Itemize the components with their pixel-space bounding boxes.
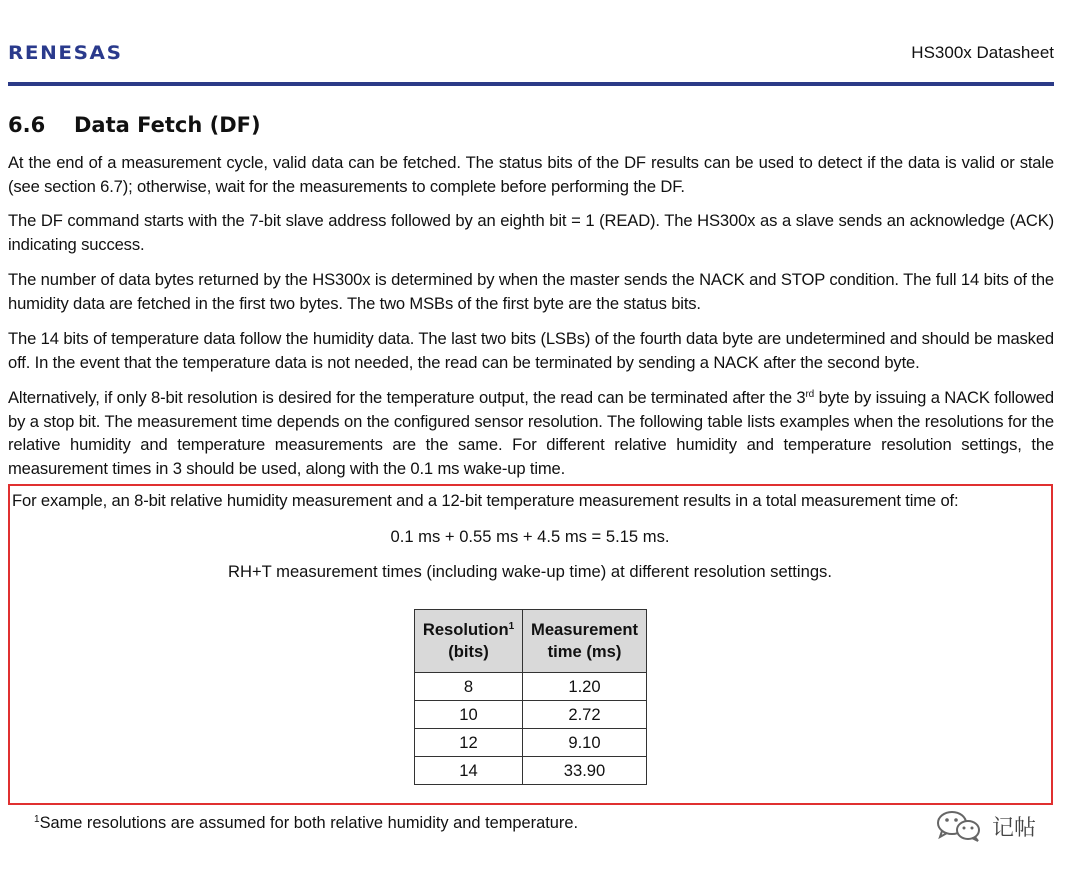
header-measurement-label: Measurement xyxy=(531,620,638,639)
cell-resolution: 14 xyxy=(415,757,523,785)
table-row xyxy=(415,701,647,729)
footnote-text: Same resolutions are assumed for both relative humidity and temperature. xyxy=(39,814,578,832)
section-number: 6.6 xyxy=(8,113,46,137)
example-text: For example, an 8-bit relative humidity measurement and a 12-bit temperature measurement results in a total measurement time of: xyxy=(12,491,959,510)
footnote-number: 1 xyxy=(34,814,40,825)
renesas-logo: RENESAS xyxy=(8,42,123,64)
document-title: HS300x Datasheet xyxy=(911,43,1054,62)
paragraph-data-bytes: The number of data bytes returned by the HS300x is determined by when the master sends the NACK and STOP condition. The full 14 bits of the humidity data are fetched in the first two bytes. The two MSBs of the first byte are the status bits. xyxy=(8,270,1054,313)
paragraph-df-command: The DF command starts with the 7-bit slave address followed by an eighth bit = 1 (READ). The HS300x as a slave sends an acknowledge (ACK) indicating success. xyxy=(8,211,1054,254)
footnote-marker: 1 xyxy=(508,621,515,632)
header-measurement-time xyxy=(523,610,647,673)
measurement-time-table xyxy=(414,609,647,785)
ordinal-superscript: rd xyxy=(805,389,815,400)
section-title: Data Fetch (DF) xyxy=(74,113,261,137)
cell-time: 9.10 xyxy=(523,729,647,757)
header-resolution-label: Resolution xyxy=(422,620,509,639)
table-caption: RH+T measurement times (including wake-up time) at different resolution settings. xyxy=(228,562,832,581)
header-measurement-unit: time (ms) xyxy=(547,642,622,661)
paragraph-data-fetch-intro: At the end of a measurement cycle, valid data can be fetched. The status bits of the DF results can be used to detect if the data is valid or stale (see section 6.7); otherwise, wait for the measurements to complete before performing the DF. xyxy=(8,153,1054,196)
paragraph-temperature-data: The 14 bits of temperature data follow the humidity data. The last two bits (LSBs) of the fourth data byte are undetermined and should be masked off. In the event that the temperature data is not needed, the read can be terminated by sending a NACK after the second byte. xyxy=(8,329,1054,372)
cell-time: 33.90 xyxy=(523,757,647,785)
section-heading xyxy=(8,113,261,137)
header-divider xyxy=(8,82,1054,86)
cell-time: 1.20 xyxy=(523,673,647,701)
header-resolution xyxy=(415,610,523,673)
cell-resolution: 12 xyxy=(415,729,523,757)
table-row xyxy=(415,729,647,757)
page-header xyxy=(8,40,1054,68)
table-header-row xyxy=(415,610,647,673)
paragraph-resolution-part1: Alternatively, if only 8-bit resolution is desired for the temperature output, the read can be terminated after the 3 xyxy=(8,388,806,407)
table-row xyxy=(415,757,647,785)
watermark xyxy=(934,808,1036,844)
footnote xyxy=(34,814,578,833)
cell-time: 2.72 xyxy=(523,701,647,729)
paragraph-resolution-part2: byte by issuing a NACK followed by a stop bit. The measurement time depends on the configured sensor resolution. The following table lists examples when the resolutions for the relative humidity and temperature measurements are the same. For different relative humidity and temperature resolution settings, the measurement times in 3 should be used, along with the 0.1 ms wake-up time. xyxy=(8,388,1054,478)
table-row xyxy=(415,673,647,701)
paragraph-resolution xyxy=(8,386,1054,480)
timing-equation: 0.1 ms + 0.55 ms + 4.5 ms = 5.15 ms. xyxy=(390,527,670,546)
wechat-icon xyxy=(934,809,986,843)
cell-resolution: 8 xyxy=(415,673,523,701)
watermark-text: 记帖 xyxy=(992,815,1037,841)
header-resolution-unit: (bits) xyxy=(448,642,489,661)
cell-resolution: 10 xyxy=(415,701,523,729)
